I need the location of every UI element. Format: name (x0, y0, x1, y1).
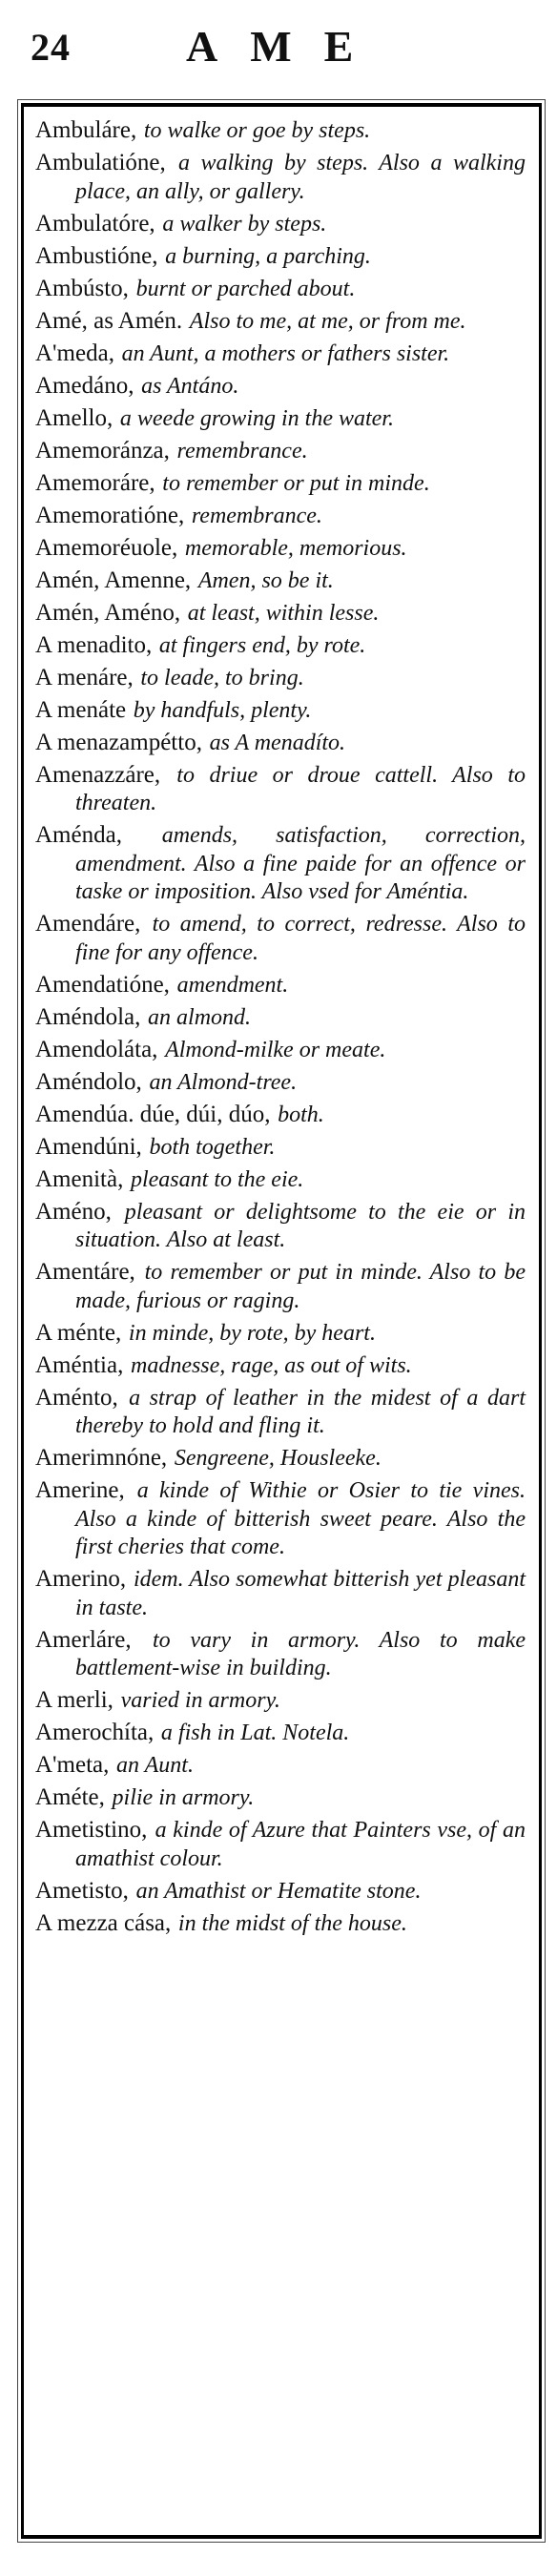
dictionary-entry (35, 1003, 526, 1032)
entry-definition: to walke or goe by steps. (143, 118, 371, 143)
entry-headword: A ménte, (35, 1319, 122, 1346)
entry-definition: madnesse, rage, as out of wits. (130, 1352, 412, 1378)
dictionary-entry (35, 116, 526, 145)
entry-headword: Amerine, (35, 1477, 125, 1503)
dictionary-entry (35, 1476, 526, 1561)
entry-headword: A'meda, (35, 340, 114, 366)
dictionary-entry (35, 1909, 526, 1938)
entry-definition: varied in armory. (120, 1688, 280, 1713)
entry-definition: pleasant or delightsome to the eie or in situation. Also at least. (75, 1199, 526, 1252)
entry-definition: pilie in armory. (112, 1785, 255, 1810)
entry-definition: Almond-milke or meate. (165, 1037, 386, 1062)
entry-definition: at fingers end, by rote. (158, 632, 366, 658)
entry-definition: both. (278, 1102, 324, 1127)
entry-headword: Améntia, (35, 1351, 124, 1378)
entry-definition: to driue or droue cattell. Also to threaten. (75, 762, 526, 815)
dictionary-entry (35, 599, 526, 628)
dictionary-column (21, 103, 542, 2539)
entry-headword: Aménto, (35, 1384, 118, 1411)
entry-headword: Amé, as Amén. (35, 307, 183, 334)
entry-definition: at least, within lesse. (187, 600, 380, 626)
entry-headword: Ametisto, (35, 1877, 129, 1904)
dictionary-entry (35, 1384, 526, 1440)
entry-headword: Amemoréuole, (35, 534, 178, 561)
dictionary-entry (35, 696, 526, 725)
entry-definition: Sengreene, Housleeke. (174, 1446, 382, 1471)
entry-headword: Ametistino, (35, 1817, 148, 1843)
entry-headword: Amemoratióne, (35, 502, 185, 528)
entry-headword: Amerochíta, (35, 1720, 155, 1745)
dictionary-entry (35, 1751, 526, 1780)
entry-definition: a kinde of Azure that Painters vse, of an amathist colour. (75, 1818, 526, 1871)
entry-headword: A menadito, (35, 631, 153, 658)
entry-headword: Ambulatióne, (35, 150, 166, 175)
entry-headword: Amenazzáre, (35, 761, 161, 788)
entry-headword: Amendúa. dúe, dúi, dúo, (35, 1101, 271, 1127)
entry-definition: idem. Also somewhat bitterish yet pleasant in taste. (75, 1567, 526, 1620)
dictionary-entry (35, 1783, 526, 1812)
dictionary-entry (35, 242, 526, 271)
entry-definition: pleasant to the eie. (130, 1166, 304, 1192)
dictionary-entry (35, 567, 526, 595)
dictionary-entry (35, 149, 526, 205)
entry-headword: Améndolo, (35, 1068, 142, 1095)
entry-definition: an Aunt, a mothers or fathers sister. (121, 340, 450, 366)
dictionary-entry (35, 1319, 526, 1348)
page-number: 24 (31, 26, 71, 69)
entry-headword: A'meta, (35, 1752, 110, 1778)
entry-headword: Amerino, (35, 1566, 127, 1592)
dictionary-entry (35, 210, 526, 238)
entry-headword: Amemoráre, (35, 469, 155, 496)
dictionary-entry (35, 1719, 526, 1747)
page-header (0, 0, 557, 86)
dictionary-entry (35, 502, 526, 530)
dictionary-entry (35, 821, 526, 906)
dictionary-entry (35, 437, 526, 465)
entry-headword: Amendúni, (35, 1133, 142, 1160)
dictionary-entry (35, 340, 526, 368)
entry-headword: Amén, Améno, (35, 599, 181, 626)
entry-headword: Amerimnóne, (35, 1445, 168, 1471)
dictionary-entry (35, 761, 526, 817)
entry-definition: as Antáno. (141, 373, 239, 399)
dictionary-entry (35, 307, 526, 336)
entry-headword: Amendoláta, (35, 1036, 158, 1062)
entry-headword: Amerláre, (35, 1626, 132, 1653)
entry-definition: in the midst of the house. (177, 1910, 407, 1936)
running-head: AME (186, 22, 386, 71)
entry-definition: an Amathist or Hematite stone. (135, 1878, 422, 1904)
dictionary-entry (35, 729, 526, 757)
entry-definition: to vary in armory. Also to make battlement-wise in building. (75, 1627, 526, 1680)
dictionary-entry (35, 1816, 526, 1872)
entry-headword: Ambustióne, (35, 242, 158, 269)
dictionary-entry (35, 910, 526, 966)
entry-definition: as A menadíto. (209, 730, 346, 755)
entry-definition: amendment. (176, 972, 289, 998)
entry-headword: Aménda, (35, 822, 122, 848)
dictionary-entry (35, 1444, 526, 1473)
dictionary-entry (35, 971, 526, 999)
entry-definition: both together. (149, 1134, 276, 1160)
entry-definition: a weede growing in the water. (119, 405, 394, 431)
entry-definition: a kinde of Withie or Osier to tie vines. Also a kinde of bitterish sweet peare. Also the first cheries that come. (75, 1478, 526, 1559)
entry-definition: an Almond-tree. (149, 1069, 298, 1095)
dictionary-entry (35, 534, 526, 563)
entry-definition: a strap of leather in the midest of a dart thereby to hold and fling it. (75, 1385, 526, 1438)
entry-headword: Améno, (35, 1198, 112, 1225)
entry-headword: Amenità, (35, 1165, 124, 1192)
dictionary-entry (35, 1133, 526, 1162)
dictionary-entry (35, 1626, 526, 1682)
dictionary-entry (35, 1351, 526, 1380)
entry-headword: Amemoránza, (35, 437, 170, 464)
entry-definition: to amend, to correct, redresse. Also to fine for any offence. (75, 912, 526, 965)
dictionary-entry (35, 664, 526, 692)
entry-headword: A menáre, (35, 664, 134, 690)
entry-definition: to leade, to bring. (140, 665, 304, 690)
dictionary-entry (35, 1101, 526, 1129)
entry-headword: A menazampétto, (35, 729, 202, 755)
entry-headword: Amentáre, (35, 1259, 135, 1285)
entry-headword: Amén, Amenne, (35, 567, 192, 593)
entry-definition: a fish in Lat. Notela. (160, 1721, 350, 1745)
entry-definition: remembrance. (176, 438, 308, 464)
entry-definition: Also to me, at me, or from me. (189, 308, 466, 334)
entry-headword: Améte, (35, 1784, 105, 1810)
entry-definition: burnt or parched about. (135, 276, 356, 301)
dictionary-entry (35, 1686, 526, 1715)
entry-definition: by handfuls, plenty. (133, 697, 312, 723)
dictionary-entry (35, 1565, 526, 1621)
entry-definition: amends, satisfaction, correction, amendment. Also a fine paide for an offence or taske or imposition. Also vsed for Améntia. (75, 823, 526, 904)
entry-definition: remembrance. (191, 503, 322, 528)
dictionary-entry (35, 404, 526, 433)
dictionary-entry (35, 1198, 526, 1254)
dictionary-entry (35, 1165, 526, 1194)
entry-headword: Amello, (35, 404, 113, 431)
entry-definition: in minde, by rote, by heart. (128, 1320, 376, 1346)
dictionary-entry (35, 1877, 526, 1906)
entry-headword: Amedáno, (35, 372, 134, 399)
entry-definition: a walking by steps. Also a walking place, an ally, or gallery. (75, 151, 526, 204)
dictionary-entry (35, 631, 526, 660)
entry-headword: A mezza cása, (35, 1909, 172, 1936)
entry-definition: a burning, a parching. (165, 243, 371, 269)
entry-headword: Amendáre, (35, 911, 141, 937)
entry-definition: an almond. (148, 1004, 252, 1030)
entry-definition: memorable, memorious. (184, 535, 407, 561)
entry-headword: Améndola, (35, 1003, 141, 1030)
dictionary-entry (35, 372, 526, 401)
entry-headword: Amendatióne, (35, 971, 170, 998)
entry-list (35, 116, 526, 1937)
entry-headword: Ambulatóre, (35, 210, 155, 237)
entry-headword: A merli, (35, 1687, 113, 1713)
entry-headword: A menáte (35, 696, 127, 723)
entry-definition: to remember or put in minde. Also to be made, furious or raging. (75, 1260, 526, 1313)
entry-definition: Amen, so be it. (197, 567, 334, 593)
dictionary-entry (35, 275, 526, 303)
entry-headword: Ambústo, (35, 275, 129, 301)
dictionary-entry (35, 1258, 526, 1314)
entry-definition: a walker by steps. (162, 211, 327, 237)
entry-definition: an Aunt. (116, 1753, 194, 1778)
dictionary-entry (35, 1068, 526, 1097)
entry-headword: Ambuláre, (35, 117, 137, 143)
dictionary-entry (35, 1036, 526, 1064)
dictionary-entry (35, 469, 526, 498)
entry-definition: to remember or put in minde. (162, 470, 430, 496)
